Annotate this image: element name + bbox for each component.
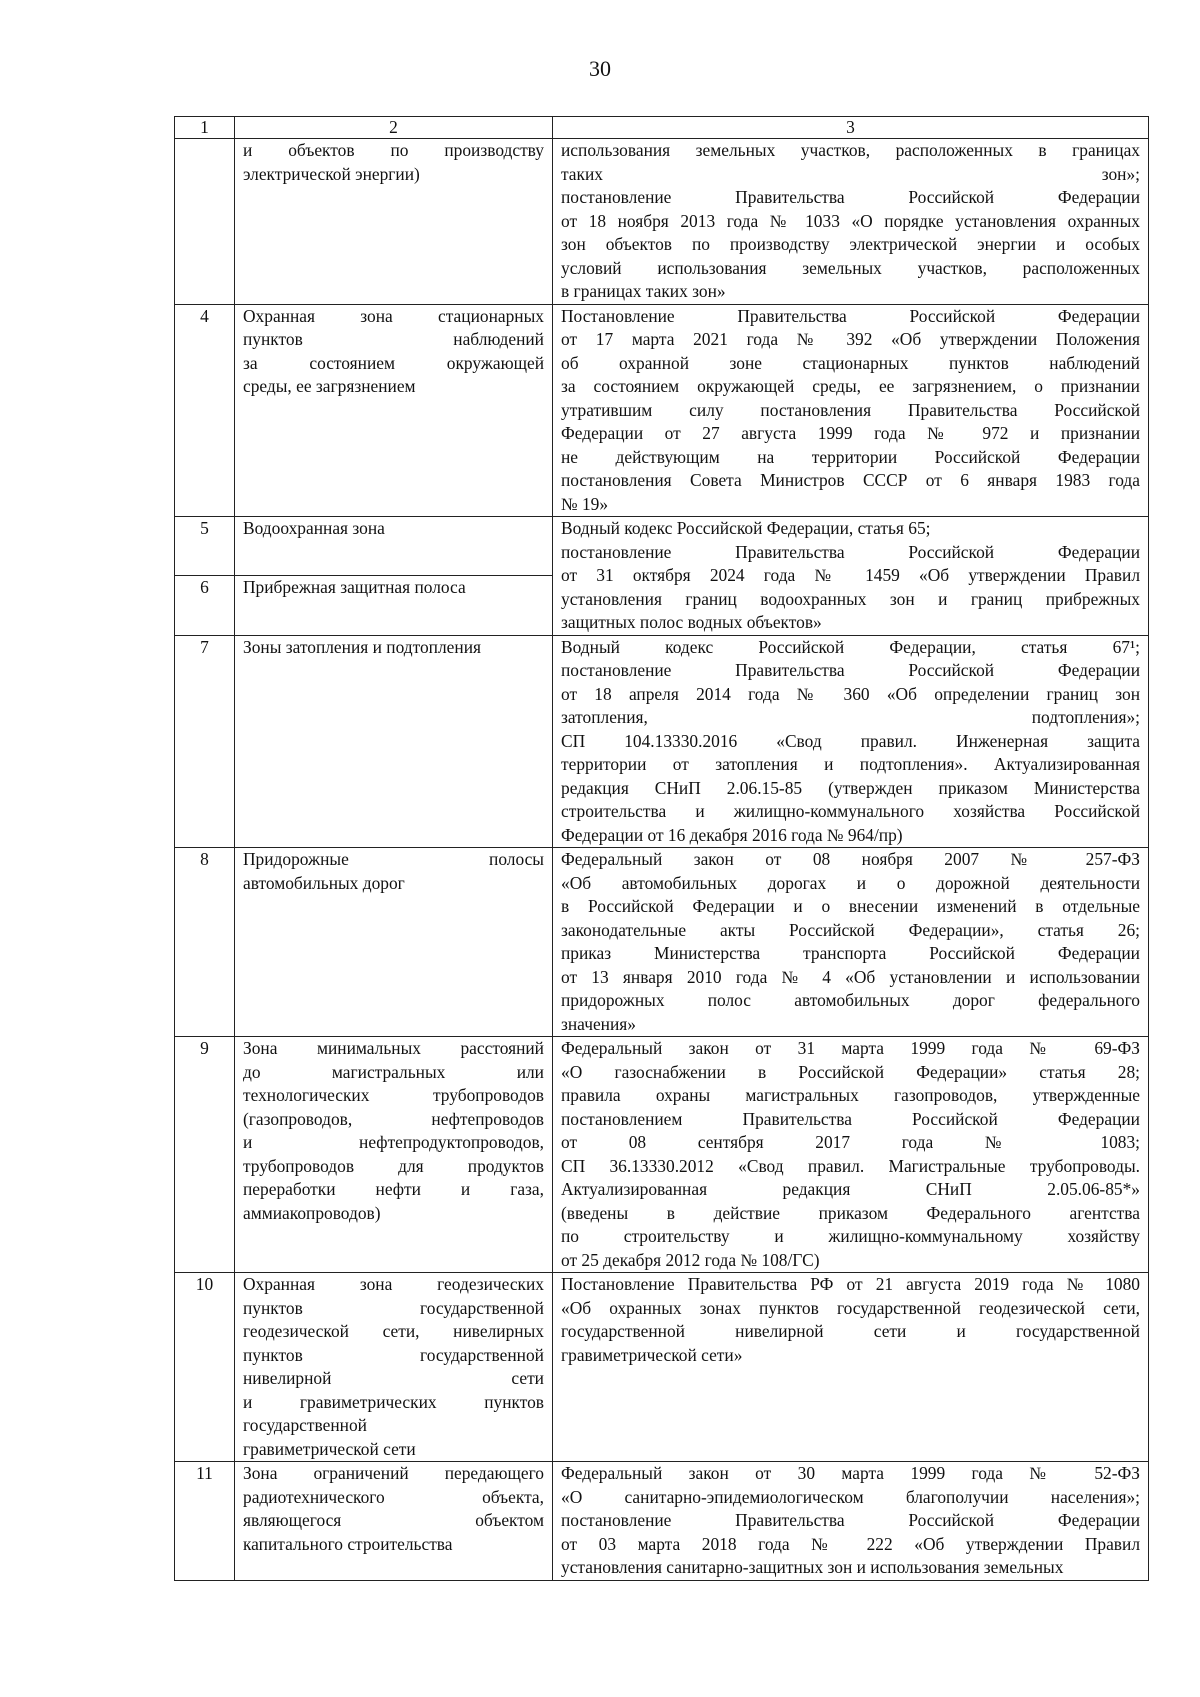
legal-basis-line: не действующим на территории Российской Федерации (561, 446, 1140, 467)
legal-basis-line: от 31 октября 2024 года № 1459 «Об утверждении Правил (561, 565, 1140, 585)
zone-name-line: (газопроводов, нефтепроводов (243, 1108, 544, 1129)
legal-basis-line: установления границ водоохранных зон и границ прибрежных (561, 588, 1140, 609)
legal-basis-line: законодательные акты Российской Федерации», статья 26; (561, 919, 1140, 940)
legal-basis-line: «О санитарно-эпидемиологическом благополучии населения»; (561, 1486, 1140, 1507)
legal-basis-line: Актуализированная редакция СНиП 2.05.06-85*» (561, 1179, 1140, 1199)
row-number: 10 (175, 1273, 235, 1462)
zone-name-line: пунктов государственной (243, 1344, 544, 1365)
zone-name-line: гравиметрической сети (243, 1438, 416, 1459)
legal-basis-line: Федеральный закон от 30 марта 1999 года № 52-ФЗ (561, 1463, 1140, 1483)
legal-basis-line: редакция СНиП 2.06.15-85 (утвержден приказом Министерства (561, 777, 1140, 798)
legal-basis-line: СП 36.13330.2012 «Свод правил. Магистральные трубопроводы. (561, 1155, 1140, 1176)
zone-name-line: среды, ее загрязнением (243, 376, 416, 396)
table-row (175, 139, 1149, 305)
legal-basis-line: затопления, подтопления»; (561, 707, 1140, 727)
zone-name-line: Прибрежная защитная полоса (243, 577, 466, 598)
zone-name-cell (235, 848, 553, 1037)
zone-name-line: автомобильных дорог (243, 872, 405, 893)
legal-basis-line: защитных полос водных объектов» (561, 612, 822, 632)
column-header: 3 (553, 117, 1149, 139)
zone-name-cell (235, 1273, 553, 1462)
legal-basis-cell (553, 635, 1149, 848)
legal-basis-line: СП 104.13330.2016 «Свод правил. Инженерная защита (561, 730, 1140, 751)
legal-basis-line: от 18 ноября 2013 года № 1033 «О порядке установления охранных (561, 210, 1140, 231)
row-number: 7 (175, 635, 235, 848)
table-row (175, 517, 1149, 576)
legal-basis-line: территории от затопления и подтопления». Актуализированная (561, 754, 1140, 774)
zone-name-line: и нефтепродуктопроводов, (243, 1132, 544, 1152)
column-header: 1 (175, 117, 235, 139)
zone-name-cell (235, 1037, 553, 1273)
legal-basis-cell (553, 1037, 1149, 1273)
legal-basis-line: «Об автомобильных дорогах и о дорожной деятельности (561, 872, 1140, 893)
legal-basis-line: использования земельных участков, расположенных в границах (561, 140, 1140, 160)
legal-basis-line: таких зон»; (561, 163, 1140, 184)
legal-basis-line: Водный кодекс Российской Федерации, статья 65; (561, 518, 931, 538)
row-number (175, 139, 235, 305)
legal-basis-line: от 18 апреля 2014 года № 360 «Об определении границ зон (561, 683, 1140, 704)
table-header-row (175, 117, 1149, 139)
legal-basis-line: «О газоснабжении в Российской Федерации» статья 28; (561, 1061, 1140, 1082)
legal-basis-cell (553, 1273, 1149, 1462)
legal-basis-line: постановления Совета Министров СССР от 6 января 1983 года (561, 470, 1140, 490)
legal-basis-cell (553, 304, 1149, 517)
zone-name-line: технологических трубопроводов (243, 1085, 544, 1105)
legal-basis-line: об охранной зоне стационарных пунктов наблюдений (561, 352, 1140, 373)
zone-name-line: до магистральных или (243, 1061, 544, 1082)
zone-name-line: капитального строительства (243, 1533, 453, 1554)
zone-name-line: геодезической сети, нивелирных (243, 1321, 544, 1341)
legal-basis-line: в Российской Федерации и о внесении изменений в отдельные (561, 896, 1140, 916)
row-number: 9 (175, 1037, 235, 1273)
zone-name-line: Зона ограничений передающего (243, 1463, 544, 1483)
legal-basis-line: от 13 января 2010 года № 4 «Об установлении и использовании (561, 966, 1140, 987)
legal-basis-line: Федерации от 27 августа 1999 года № 972 и признании (561, 423, 1140, 443)
legal-basis-line: в границах таких зон» (561, 281, 726, 301)
legal-basis-line: установления санитарно-защитных зон и использования земельных (561, 1557, 1064, 1577)
zone-name-line: нивелирной сети (243, 1368, 544, 1388)
legal-basis-line: гравиметрической сети» (561, 1344, 743, 1365)
legal-basis-cell (553, 848, 1149, 1037)
row-number: 4 (175, 304, 235, 517)
legal-basis-line: № 19» (561, 493, 609, 514)
legal-basis-line: утратившим силу постановления Правительства Российской (561, 399, 1140, 420)
legal-basis-line: строительства и жилищно-коммунального хозяйства Российской (561, 801, 1140, 821)
legal-basis-line: Федерации от 16 декабря 2016 года № 964/пр) (561, 824, 903, 845)
zone-name-line: Зона минимальных расстояний (243, 1038, 544, 1058)
row-number: 5 (175, 517, 235, 576)
page-number: 30 (589, 56, 611, 81)
table-row (175, 848, 1149, 1037)
zone-name-cell (235, 517, 553, 576)
zone-name-line: трубопроводов для продуктов (243, 1155, 544, 1176)
zone-name-cell (235, 576, 553, 635)
zone-name-line: и объектов по производству (243, 140, 544, 160)
legal-basis-line: постановление Правительства Российской Федерации (561, 1510, 1140, 1530)
legal-basis-line: Постановление Правительства Российской Федерации (561, 305, 1140, 326)
legal-basis-line: по строительству и жилищно-коммунальному хозяйству (561, 1226, 1140, 1246)
zone-name-cell (235, 304, 553, 517)
legal-basis-line: государственной нивелирной сети и государственной (561, 1321, 1140, 1341)
zone-name-line: радиотехнического объекта, (243, 1486, 544, 1507)
regulations-table (174, 116, 1149, 1581)
zone-name-line: аммиакопроводов) (243, 1202, 381, 1223)
legal-basis-line: постановление Правительства Российской Федерации (561, 187, 1140, 207)
legal-basis-cell (553, 1462, 1149, 1581)
legal-basis-line: постановление Правительства Российской Федерации (561, 541, 1140, 562)
zone-name-line: за состоянием окружающей (243, 352, 544, 373)
table-row (175, 1273, 1149, 1462)
legal-basis-line: условий использования земельных участков, расположенных (561, 257, 1140, 278)
legal-basis-cell (553, 517, 1149, 636)
table-row (175, 635, 1149, 848)
legal-basis-line: (введены в действие приказом Федерального агентства (561, 1202, 1140, 1223)
legal-basis-line: значения» (561, 1013, 636, 1034)
legal-basis-line: Водный кодекс Российской Федерации, статья 67¹; (561, 636, 1140, 657)
legal-basis-line: зон объектов по производству электрической энергии и особых (561, 234, 1140, 254)
zone-name-line: являющегося объектом (243, 1510, 544, 1530)
zone-name-cell (235, 139, 553, 305)
legal-basis-line: «Об охранных зонах пунктов государственной геодезической сети, (561, 1297, 1140, 1318)
zone-name-line: пунктов наблюдений (243, 329, 544, 349)
row-number: 8 (175, 848, 235, 1037)
zone-name-line: электрической энергии) (243, 163, 420, 184)
legal-basis-line: от 25 декабря 2012 года № 108/ГС) (561, 1249, 820, 1270)
zone-name-line: переработки нефти и газа, (243, 1179, 544, 1199)
table-row (175, 304, 1149, 517)
legal-basis-line: придорожных полос автомобильных дорог федерального (561, 990, 1140, 1010)
zone-name-line: Зоны затопления и подтопления (243, 636, 481, 657)
legal-basis-line: Постановление Правительства РФ от 21 августа 2019 года № 1080 (561, 1274, 1140, 1294)
legal-basis-line: правила охраны магистральных газопроводов, утвержденные (561, 1085, 1140, 1105)
legal-basis-line: за состоянием окружающей среды, ее загрязнением, о признании (561, 376, 1140, 396)
legal-basis-line: Федеральный закон от 08 ноября 2007 № 257-ФЗ (561, 849, 1140, 869)
table-body (175, 139, 1149, 1581)
zone-name-cell (235, 1462, 553, 1581)
zone-name-line: Водоохранная зона (243, 518, 385, 538)
legal-basis-line: постановлением Правительства Российской Федерации (561, 1108, 1140, 1129)
legal-basis-line: постановление Правительства Российской Федерации (561, 660, 1140, 680)
row-number: 11 (175, 1462, 235, 1581)
table-row (175, 1037, 1149, 1273)
zone-name-line: пунктов государственной (243, 1297, 544, 1318)
zone-name-line: Охранная зона геодезических (243, 1274, 544, 1294)
row-number: 6 (175, 576, 235, 635)
legal-basis-cell (553, 139, 1149, 305)
zone-name-cell (235, 635, 553, 848)
column-header: 2 (235, 117, 553, 139)
legal-basis-line: приказ Министерства транспорта Российской Федерации (561, 943, 1140, 963)
legal-basis-line: от 08 сентября 2017 года № 1083; (561, 1132, 1140, 1152)
zone-name-line: Придорожные полосы (243, 849, 544, 869)
legal-basis-line: от 17 марта 2021 года № 392 «Об утверждении Положения (561, 329, 1140, 349)
table-row (175, 1462, 1149, 1581)
zone-name-line: Охранная зона стационарных (243, 305, 544, 326)
legal-basis-line: Федеральный закон от 31 марта 1999 года № 69-ФЗ (561, 1038, 1140, 1058)
zone-name-line: и гравиметрических пунктов (243, 1391, 544, 1412)
legal-basis-line: от 03 марта 2018 года № 222 «Об утверждении Правил (561, 1533, 1140, 1554)
zone-name-line: государственной (243, 1415, 367, 1435)
